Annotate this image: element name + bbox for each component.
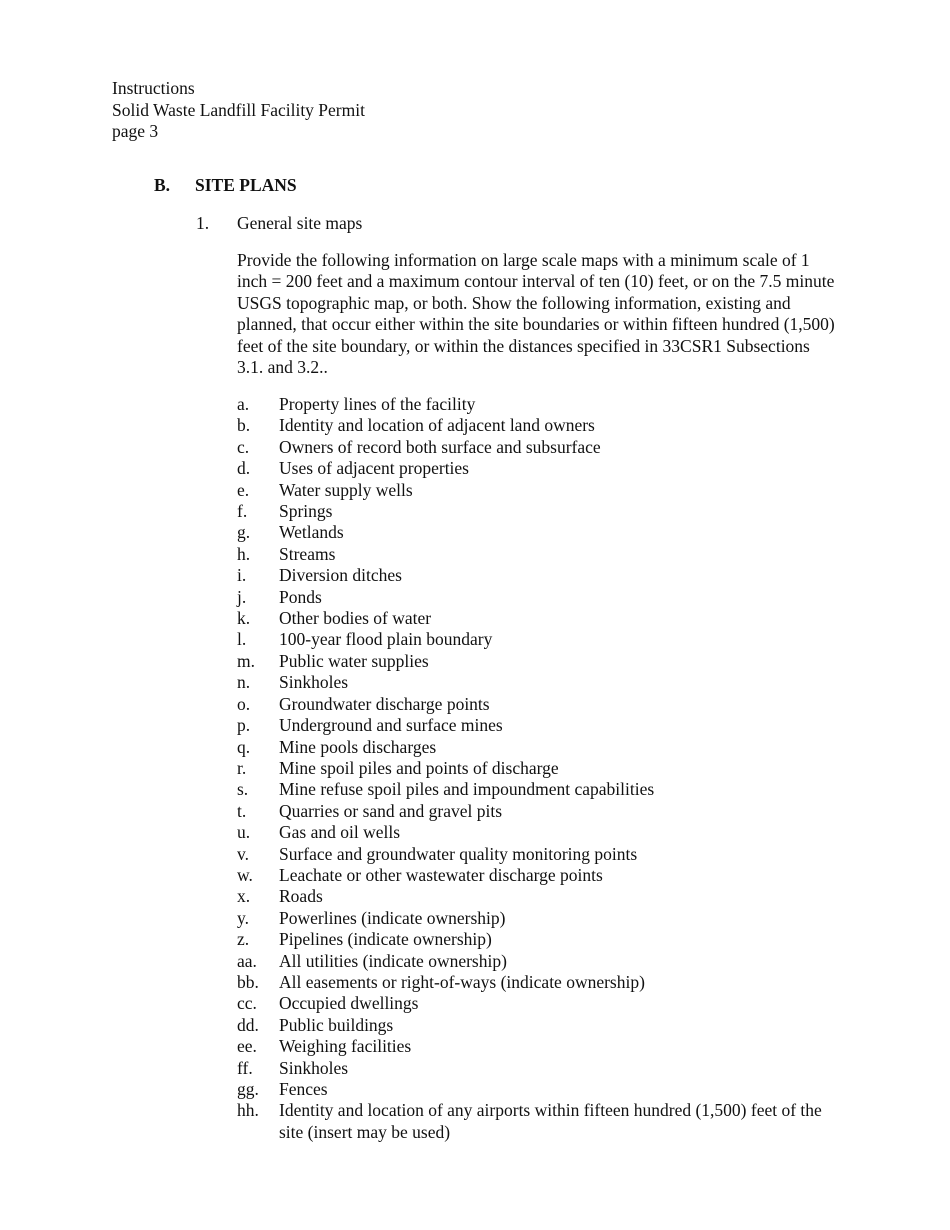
header-page-number: page 3 — [112, 121, 159, 141]
list-item-marker: m. — [237, 650, 255, 671]
list-item-text: Wetlands — [279, 522, 344, 543]
list-item-marker: j. — [237, 586, 247, 607]
list-item — [237, 801, 837, 822]
list-item-marker: v. — [237, 843, 249, 864]
list-item-marker: ff. — [237, 1057, 253, 1078]
list-item-text: Quarries or sand and gravel pits — [279, 800, 503, 821]
list-item — [237, 394, 837, 415]
list-item — [237, 501, 837, 522]
list-item — [237, 993, 837, 1014]
list-item-text: Identity and location of adjacent land owners — [279, 415, 595, 436]
list-item-marker: w. — [237, 864, 253, 885]
list-item — [237, 951, 837, 972]
list-item-text: Surface and groundwater quality monitoring points — [279, 843, 638, 864]
list-item — [237, 458, 837, 479]
list-item — [237, 565, 837, 586]
list-item — [237, 522, 837, 543]
list-item-marker: k. — [237, 608, 251, 629]
list-item — [237, 694, 837, 715]
list-item-marker: i. — [237, 565, 247, 586]
list-item-text: Groundwater discharge points — [279, 693, 490, 714]
list-item-marker: l. — [237, 629, 247, 650]
list-item — [237, 972, 837, 993]
list-item-text: Occupied dwellings — [279, 993, 419, 1014]
list-item-text: Mine spoil piles and points of discharge — [279, 757, 559, 778]
list-item-marker: z. — [237, 929, 250, 950]
list-item-marker: d. — [237, 458, 251, 479]
list-item-marker: r. — [237, 757, 247, 778]
list-item-text: Streams — [279, 543, 336, 564]
header-doc-type: Instructions — [112, 78, 195, 98]
list-item-text: Identity and location of any airports within fifteen hundred (1,500) feet of the site (insert may be used) — [279, 1100, 822, 1142]
subsection-number: 1. — [196, 213, 210, 233]
list-item — [237, 1036, 837, 1057]
list-item — [237, 1015, 837, 1036]
list-item-marker: cc. — [237, 993, 257, 1014]
list-item-text: Diversion ditches — [279, 565, 402, 586]
list-item — [237, 1079, 837, 1100]
list-item-text: 100-year flood plain boundary — [279, 629, 493, 650]
list-item-text: Mine pools discharges — [279, 736, 437, 757]
list-item-marker: b. — [237, 415, 251, 436]
list-item-marker: t. — [237, 800, 247, 821]
list-item — [237, 415, 837, 436]
list-item-marker: s. — [237, 779, 249, 800]
list-item-marker: q. — [237, 736, 251, 757]
list-item-text: Gas and oil wells — [279, 822, 401, 843]
list-item — [237, 758, 837, 779]
list-item-text: Weighing facilities — [279, 1036, 412, 1057]
list-item-marker: bb. — [237, 971, 259, 992]
list-item — [237, 779, 837, 800]
list-item — [237, 715, 837, 736]
list-item-marker: h. — [237, 543, 251, 564]
list-item-marker: p. — [237, 715, 251, 736]
list-item-marker: c. — [237, 436, 250, 457]
list-item-text: Uses of adjacent properties — [279, 458, 469, 479]
list-item-text: Springs — [279, 501, 333, 522]
list-item — [237, 651, 837, 672]
section-title: SITE PLANS — [195, 175, 297, 195]
list-item-text: Roads — [279, 886, 323, 907]
list-item-marker: u. — [237, 822, 251, 843]
list-item-text: Leachate or other wastewater discharge points — [279, 864, 603, 885]
list-item-text: Mine refuse spoil piles and impoundment capabilities — [279, 779, 655, 800]
list-item — [237, 544, 837, 565]
list-item-marker: hh. — [237, 1100, 259, 1121]
list-item-marker: n. — [237, 672, 251, 693]
list-item-text: Underground and surface mines — [279, 715, 503, 736]
list-item — [237, 1058, 837, 1079]
list-item — [237, 480, 837, 501]
list-item-marker: x. — [237, 886, 251, 907]
requirements-list — [237, 394, 837, 1143]
list-item-text: All utilities (indicate ownership) — [279, 950, 507, 971]
list-item — [237, 672, 837, 693]
list-item — [237, 908, 837, 929]
list-item — [237, 865, 837, 886]
list-item-text: Pipelines (indicate ownership) — [279, 929, 492, 950]
list-item — [237, 437, 837, 458]
section-heading — [154, 175, 297, 196]
list-item — [237, 929, 837, 950]
list-item — [237, 608, 837, 629]
list-item-marker: o. — [237, 693, 251, 714]
section-letter: B. — [154, 175, 171, 195]
list-item — [237, 737, 837, 758]
subsection-title: General site maps — [237, 213, 363, 233]
list-item-marker: aa. — [237, 950, 257, 971]
list-item-marker: ee. — [237, 1036, 257, 1057]
list-item-text: Other bodies of water — [279, 608, 432, 629]
header-doc-title: Solid Waste Landfill Facility Permit — [112, 99, 365, 120]
list-item-text: Property lines of the facility — [279, 394, 476, 414]
list-item-text: Owners of record both surface and subsurface — [279, 436, 601, 457]
list-item-text: Public buildings — [279, 1014, 394, 1035]
list-item-marker: f. — [237, 501, 248, 522]
list-item-text: Powerlines (indicate ownership) — [279, 907, 506, 928]
list-item-text: Public water supplies — [279, 650, 429, 671]
list-item — [237, 844, 837, 865]
list-item-text: Fences — [279, 1079, 328, 1099]
list-item — [237, 886, 837, 907]
list-item — [237, 1100, 837, 1143]
list-item-marker: e. — [237, 479, 250, 500]
list-item — [237, 587, 837, 608]
list-item-marker: a. — [237, 394, 250, 414]
list-item-marker: y. — [237, 907, 249, 928]
list-item-text: Sinkholes — [279, 1057, 349, 1078]
page-header — [112, 78, 365, 143]
list-item-marker: gg. — [237, 1079, 259, 1099]
list-item-text: Ponds — [279, 586, 322, 607]
list-item-text: Water supply wells — [279, 479, 413, 500]
list-item-marker: dd. — [237, 1014, 259, 1035]
list-item-text: Sinkholes — [279, 672, 349, 693]
list-item — [237, 629, 837, 650]
list-item-text: All easements or right-of-ways (indicate ownership) — [279, 971, 645, 992]
list-item-marker: g. — [237, 522, 251, 543]
subsection-heading — [196, 213, 362, 234]
list-item — [237, 822, 837, 843]
intro-paragraph: Provide the following information on large scale maps with a minimum scale of 1 inch = 200 feet and a maximum contour interval of ten (10) feet, or on the 7.5 minute USGS topographic map, or both. Show the following information, existing and planned, that occur either within the site boundaries or within fifteen hundred (1,500) feet of the site boundary, or within the distances specified in 33CSR1 Subsections 3.1. and 3.2.. — [237, 250, 835, 378]
